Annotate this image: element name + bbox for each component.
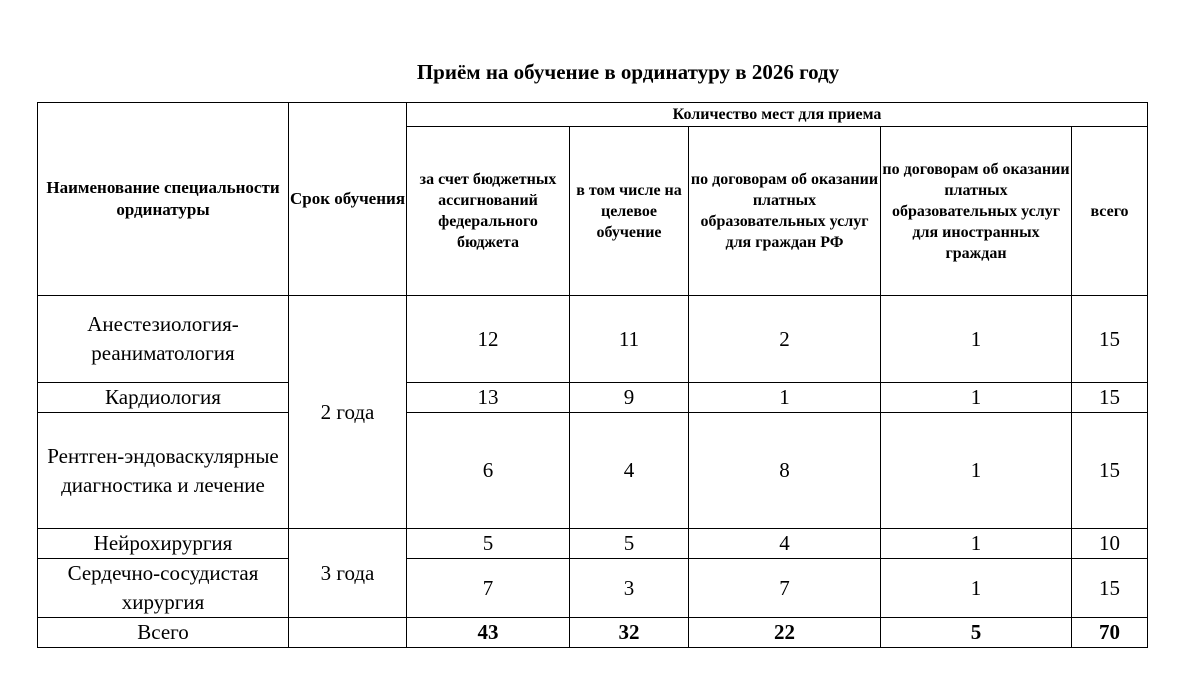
target-cell: 5 [570,529,689,559]
totals-paid-rf: 22 [689,618,881,648]
header-paid-rf: по договорам об оказании платных образовательных услуг для граждан РФ [689,127,881,296]
totals-target: 32 [570,618,689,648]
paid-foreign-cell: 1 [881,413,1072,529]
paid-foreign-cell: 1 [881,383,1072,413]
header-term: Срок обучения [289,103,407,296]
specialty-cell: Рентген-эндоваскулярные диагностика и лечение [38,413,289,529]
totals-term-empty [289,618,407,648]
budget-cell: 6 [407,413,570,529]
table-row [38,559,1148,618]
paid-rf-cell: 7 [689,559,881,618]
paid-rf-cell: 8 [689,413,881,529]
paid-foreign-cell: 1 [881,296,1072,383]
page-title: Приём на обучение в ординатуру в 2026 году [416,60,840,84]
paid-rf-cell: 1 [689,383,881,413]
header-row-group [38,103,1148,127]
header-specialty: Наименование специальности ординатуры [38,103,289,296]
total-cell: 15 [1072,383,1148,413]
budget-cell: 12 [407,296,570,383]
admission-table [37,102,1148,648]
totals-paid-foreign: 5 [881,618,1072,648]
table-row [38,413,1148,529]
term-cell: 3 года [289,529,407,618]
target-cell: 11 [570,296,689,383]
target-cell: 4 [570,413,689,529]
total-cell: 15 [1072,296,1148,383]
header-target: в том числе на целевое обучение [570,127,689,296]
header-budget: за счет бюджетных ассигнований федерального бюджета [407,127,570,296]
table-row [38,296,1148,383]
total-cell: 15 [1072,413,1148,529]
specialty-cell: Нейрохирургия [38,529,289,559]
table-row [38,529,1148,559]
paid-foreign-cell: 1 [881,559,1072,618]
totals-budget: 43 [407,618,570,648]
paid-rf-cell: 4 [689,529,881,559]
term-cell: 2 года [289,296,407,529]
target-cell: 3 [570,559,689,618]
specialty-cell: Кардиология [38,383,289,413]
target-cell: 9 [570,383,689,413]
budget-cell: 7 [407,559,570,618]
specialty-cell: Анестезиология-реаниматология [38,296,289,383]
budget-cell: 13 [407,383,570,413]
paid-foreign-cell: 1 [881,529,1072,559]
budget-cell: 5 [407,529,570,559]
header-total: всего [1072,127,1148,296]
paid-rf-cell: 2 [689,296,881,383]
totals-row [38,618,1148,648]
header-paid-foreign: по договорам об оказании платных образовательных услуг для иностранных граждан [881,127,1072,296]
table-row [38,383,1148,413]
totals-label: Всего [38,618,289,648]
total-cell: 15 [1072,559,1148,618]
total-cell: 10 [1072,529,1148,559]
header-places-group: Количество мест для приема [407,103,1148,127]
totals-total: 70 [1072,618,1148,648]
specialty-cell: Сердечно-сосудистая хирургия [38,559,289,618]
